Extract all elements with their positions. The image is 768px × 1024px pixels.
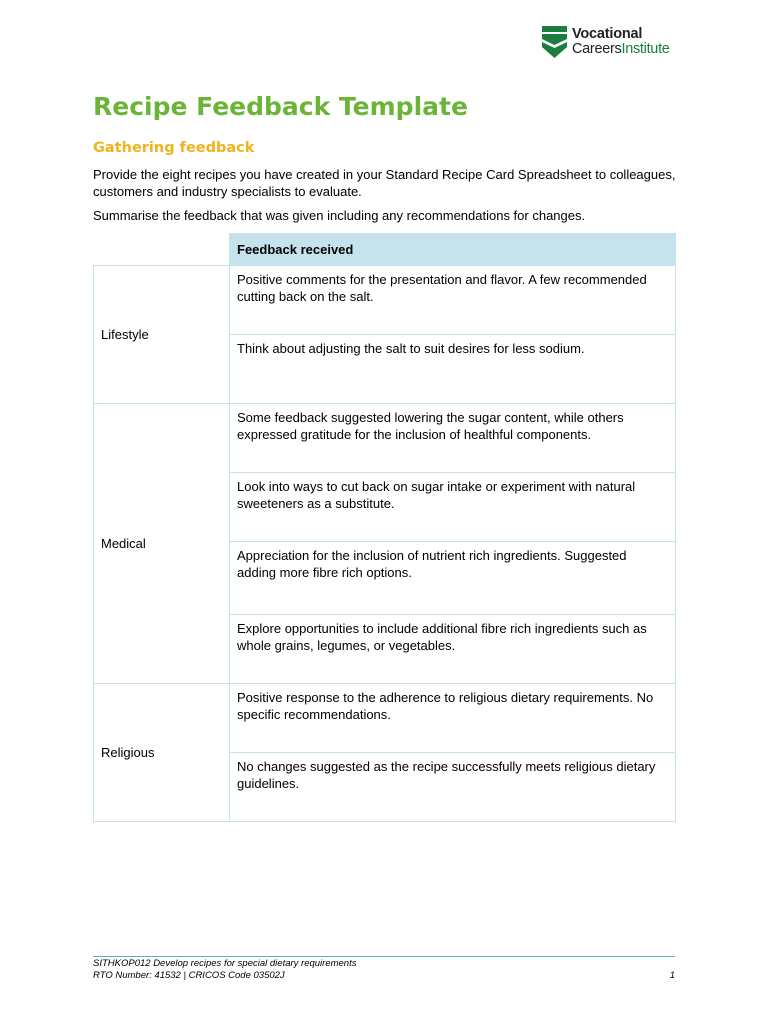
table-row [94, 404, 676, 473]
instruction-paragraph-2: Summarise the feedback that was given including any recommendations for changes. [93, 208, 586, 223]
page-footer [93, 958, 675, 982]
logo-line2-b: Institute [621, 41, 670, 57]
footer-divider [93, 956, 675, 957]
logo [541, 24, 670, 60]
feedback-cell: Explore opportunities to include additional fibre rich ingredients such as whole grains, legumes, or vegetables. [230, 615, 676, 684]
page-title: Recipe Feedback Template [93, 92, 468, 121]
feedback-cell: Some feedback suggested lowering the sugar content, while others expressed gratitude for the inclusion of healthful components. [230, 404, 676, 473]
category-cell-lifestyle: Lifestyle [94, 266, 230, 404]
feedback-cell: Look into ways to cut back on sugar intake or experiment with natural sweeteners as a substitute. [230, 473, 676, 542]
table-header-blank-cell [94, 234, 230, 266]
feedback-table [93, 233, 676, 822]
category-cell-religious: Religious [94, 684, 230, 822]
table-header-row [94, 234, 676, 266]
instruction-paragraph-1: Provide the eight recipes you have created in your Standard Recipe Card Spreadsheet to colleagues, customers and industry specialists to evaluate. [93, 167, 676, 199]
footer-unit-title: SITHKOP012 Develop recipes for special dietary requirements [93, 958, 357, 969]
feedback-cell: Think about adjusting the salt to suit desires for less sodium. [230, 335, 676, 404]
logo-line2 [572, 42, 670, 57]
footer-rto-info: RTO Number: 41532 | CRICOS Code 03502J [93, 970, 285, 981]
logo-line2-a: Careers [572, 41, 622, 57]
table-row [94, 684, 676, 753]
feedback-cell: Positive comments for the presentation and flavor. A few recommended cutting back on the salt. [230, 266, 676, 335]
table-row [94, 266, 676, 335]
section-heading: Gathering feedback [93, 140, 255, 156]
feedback-cell: No changes suggested as the recipe successfully meets religious dietary guidelines. [230, 753, 676, 822]
feedback-cell: Positive response to the adherence to religious dietary requirements. No specific recommendations. [230, 684, 676, 753]
table-header-feedback: Feedback received [230, 234, 676, 266]
page-number: 1 [669, 970, 675, 981]
shield-logo-icon [541, 25, 568, 59]
logo-line1: Vocational [572, 26, 643, 42]
category-cell-medical: Medical [94, 404, 230, 684]
feedback-cell: Appreciation for the inclusion of nutrient rich ingredients. Suggested adding more fibre rich options. [230, 542, 676, 615]
